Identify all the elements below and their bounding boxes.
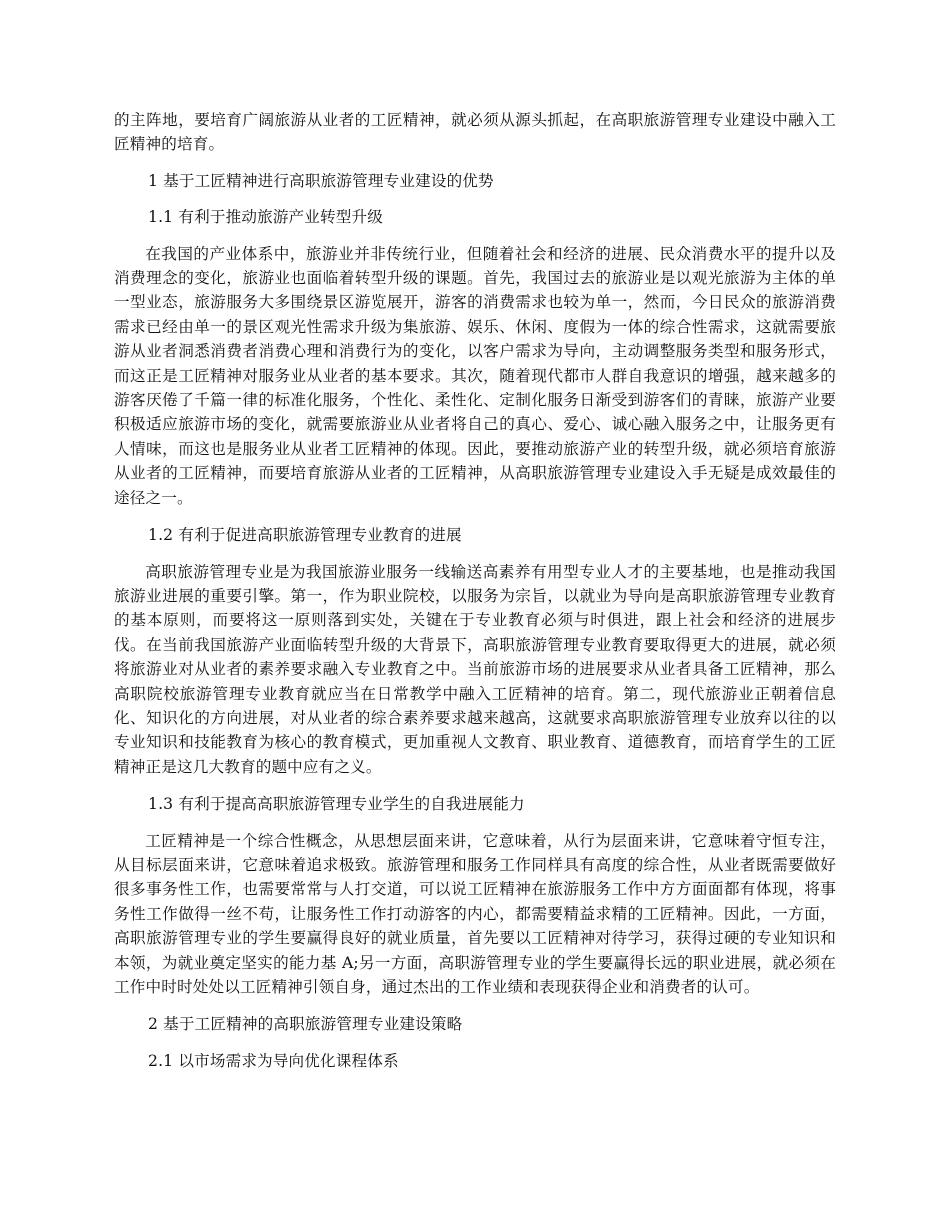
section-heading-2: 2 基于工匠精神的高职旅游管理专业建设策略 xyxy=(148,1015,463,1034)
paragraph-1-1: 在我国的产业体系中，旅游业并非传统行业，但随着社会和经济的进展、民众消费水平的提升以及消费理念的变化，旅游业也面临着转型升级的课题。首先，我国过去的旅游业是以观光旅游为主体的单一型业态，旅游服务大多围绕景区游览展开，游客的消费需求也较为单一，然而，今日民众的旅游消费需求已经由单一的景区观光性需求升级为集旅游、娱乐、休闲、度假为一体的综合性需求，这就需要旅游从业者洞悉消费者消费心理和消费行为的变化，以客户需求为导向，主动调整服务类型和服务形式，而这正是工匠精神对服务业从业者的基本要求。其次，随着现代都市人群自我意识的增强，越来越多的游客厌倦了千篇一律的标准化服务，个性化、柔性化、定制化服务日渐受到游客们的青睐，旅游产业要积极适应旅游市场的变化，就需要旅游业从业者将自己的真心、爱心、诚心融入服务之中，让服务更有人情味，而这也是服务业从业者工匠精神的体现。因此，要推动旅游产业的转型升级，就必须培育旅游从业者的工匠精神，而要培育旅游从业者的工匠精神，从高职旅游管理专业建设入手无疑是成效最佳的途径之一。 xyxy=(114,244,836,507)
paragraph-1-3: 工匠精神是一个综合性概念，从思想层面来讲，它意味着，从行为层面来讲，它意味着守恒专注，从目标层面来讲，它意味着追求极致。旅游管理和服务工作同样具有高度的综合性，从业者既需要做好很多事务性工作，也需要常常与人打交道，可以说工匠精神在旅游服务工作中方方面面都有体现，将事务性工作做得一丝不苟，让服务性工作打动游客的内心，都需要精益求精的工匠精神。因此，一方面，高职旅游管理专业的学生要赢得良好的就业质量，首先要以工匠精神对待学习，获得过硬的专业知识和本领，为就业奠定坚实的能力基 A;另一方面，高职游管理专业的学生要赢得长远的职业进展，就必须在工作中时时处处以工匠精神引领自身，通过杰出的工作业绩和表现获得企业和消费者的认可。 xyxy=(114,831,836,996)
subsection-heading-1-2: 1.2 有利于促进高职旅游管理专业教育的进展 xyxy=(148,526,462,545)
section-heading-1: 1 基于工匠精神进行高职旅游管理专业建设的优势 xyxy=(148,171,494,190)
subsection-heading-2-1: 2.1 以市场需求为导向优化课程体系 xyxy=(148,1051,399,1070)
paragraph-1-2: 高职旅游管理专业是为我国旅游业服务一线输送高素养有用型专业人才的主要基地，也是推动我国旅游业进展的重要引擎。第一，作为职业院校，以服务为宗旨，以就业为导向是高职旅游管理专业教育的基本原则，而要将这一原则落到实处，关键在于专业教育必须与时俱进，跟上社会和经济的进展步伐。在当前我国旅游产业面临转型升级的大背景下，高职旅游管理专业教育要取得更大的进展，就必须将旅游业对从业者的素养要求融入专业教育之中。当前旅游市场的进展要求从业者具备工匠精神，那么高职院校旅游管理专业教育就应当在日常教学中融入工匠精神的培育。第二，现代旅游业正朝着信息化、知识化的方向进展，对从业者的综合素养要求越来越高，这就要求高职旅游管理专业放弃以往的以专业知识和技能教育为核心的教育模式，更加重视人文教育、职业教育、道德教育，而培育学生的工匠精神正是这几大教育的题中应有之义。 xyxy=(114,562,836,776)
continued-paragraph: 的主阵地，要培育广阔旅游从业者的工匠精神，就必须从源头抓起，在高职旅游管理专业建设中融入工匠精神的培育。 xyxy=(114,111,836,154)
subsection-heading-1-3: 1.3 有利于提高高职旅游管理专业学生的自我进展能力 xyxy=(148,795,525,814)
document-body xyxy=(114,108,836,1073)
subsection-heading-1-1: 1.1 有利于推动旅游产业转型升级 xyxy=(148,208,384,227)
